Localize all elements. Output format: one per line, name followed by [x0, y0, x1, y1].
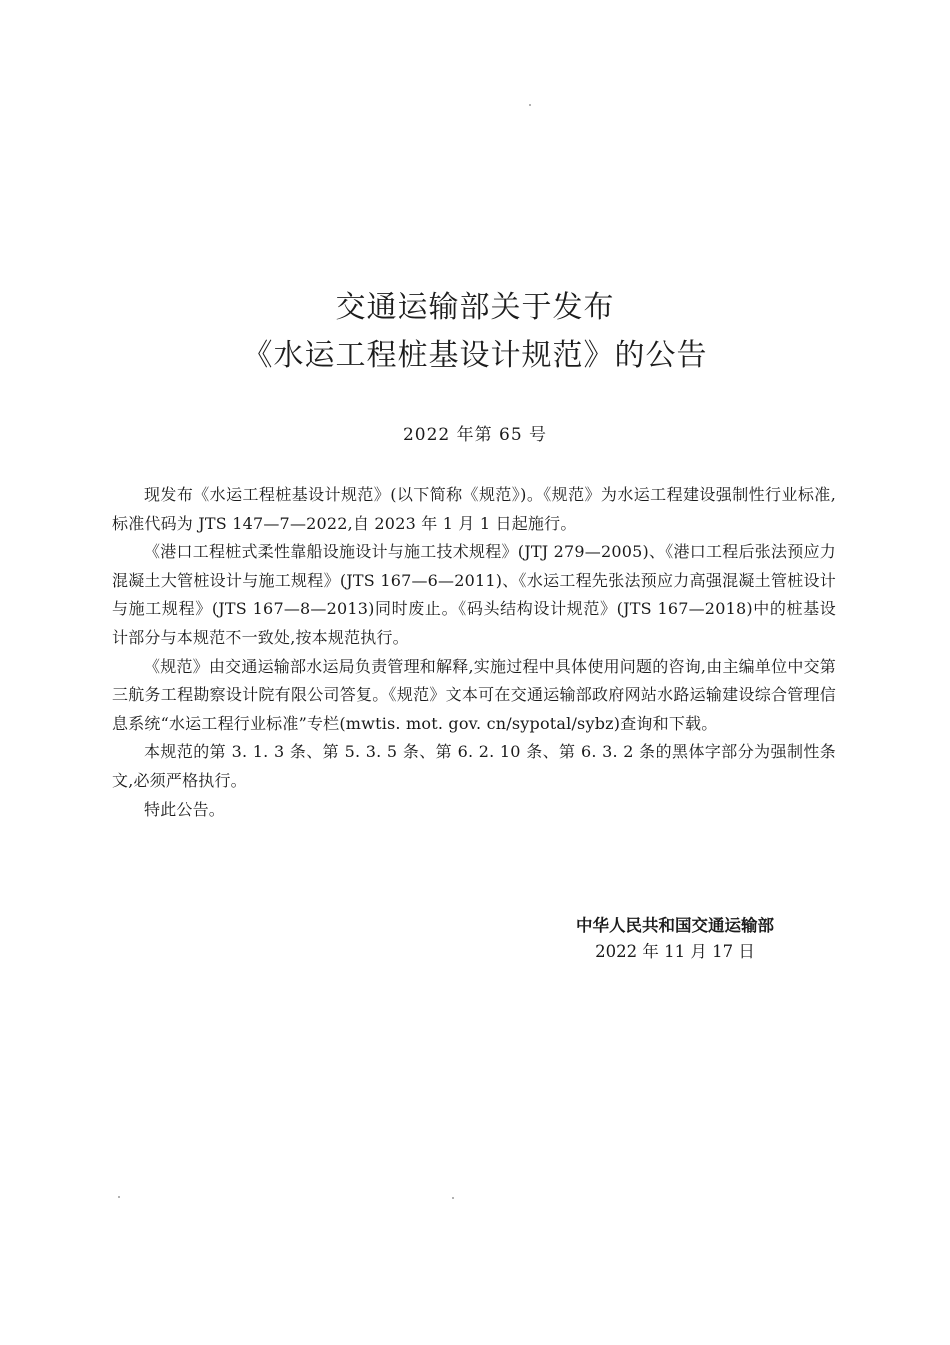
issue-number: 2022 年第 65 号 — [402, 425, 548, 445]
scan-speck — [529, 104, 531, 106]
scan-speck — [452, 1197, 454, 1199]
document-title-line-1: 交通运输部关于发布 — [335, 290, 615, 325]
announcement-body — [112, 481, 836, 824]
paragraph-closing: 特此公告。 — [144, 799, 226, 819]
signature-date: 2022 年 11 月 17 日 — [595, 942, 755, 961]
signature-organization: 中华人民共和国交通运输部 — [576, 916, 774, 935]
document-title-line-2: 《水运工程桩基设计规范》的公告 — [242, 338, 708, 373]
paragraph-repeal: 《港口工程桩式柔性靠船设施设计与施工技术规程》(JTJ 279—2005)、《港口工程后张法预应力混凝土大管桩设计与施工规程》(JTS 167—6—2011)、《水运工程先张法预应力高强混凝土管桩设计与施工规程》(JTS 167—8—2013)同时废止。《码头结构设计规范》(JTS 167—2018)中的桩基设计部分与本规范不一致处,按本规范执行。 — [112, 542, 836, 647]
paragraph-mandatory-clauses: 本规范的第 3. 1. 3 条、第 5. 3. 5 条、第 6. 2. 10 条、第 6. 3. 2 条的黑体字部分为强制性条文,必须严格执行。 — [112, 742, 836, 790]
scan-speck — [118, 1196, 120, 1198]
paragraph-publication: 现发布《水运工程桩基设计规范》(以下简称《规范》)。《规范》为水运工程建设强制性行业标准,标准代码为 JTS 147—7—2022,自 2023 年 1 月 1 日起施行。 — [112, 485, 836, 533]
paragraph-management: 《规范》由交通运输部水运局负责管理和解释,实施过程中具体使用问题的咨询,由主编单位中交第三航务工程勘察设计院有限公司答复。《规范》文本可在交通运输部政府网站水路运输建设综合管理信息系统“水运工程行业标准”专栏(mwtis. mot. gov. cn/sypotal/sybz)查询和下载。 — [112, 656, 836, 733]
